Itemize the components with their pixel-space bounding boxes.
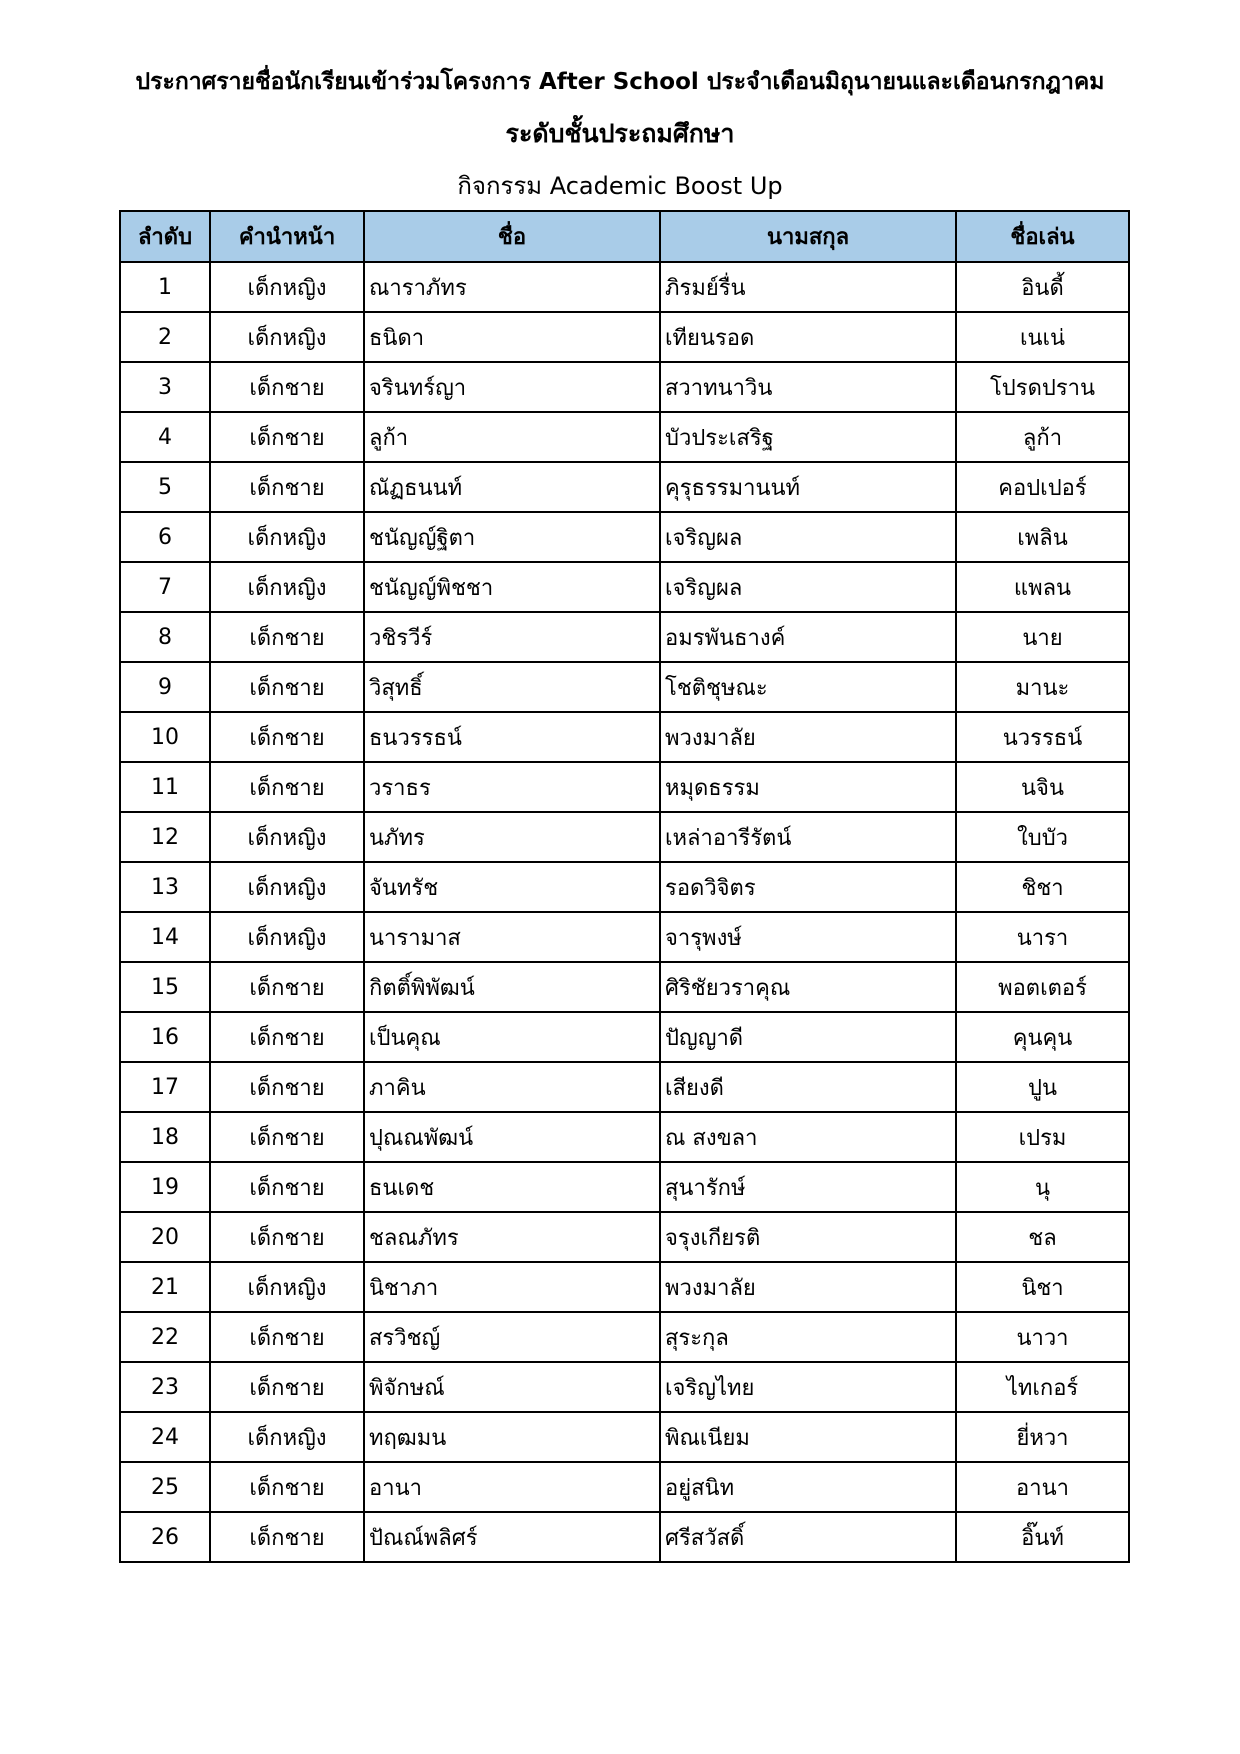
table-row [120,1062,1129,1112]
cell-number: 1 [120,262,210,312]
cell-nickname: นจิน [956,762,1129,812]
cell-nickname: อินดี้ [956,262,1129,312]
cell-number: 20 [120,1212,210,1262]
cell-last-name: เทียนรอด [660,312,956,362]
table-row [120,1162,1129,1212]
student-roster-table [119,210,1130,1563]
column-header-first-name: ชื่อ [364,211,660,262]
cell-prefix: เด็กชาย [210,1112,364,1162]
table-row [120,912,1129,962]
table-row [120,612,1129,662]
cell-number: 8 [120,612,210,662]
cell-number: 11 [120,762,210,812]
cell-number: 14 [120,912,210,962]
cell-number: 7 [120,562,210,612]
cell-number: 22 [120,1312,210,1362]
cell-first-name: ชนัญญ์ฐิตา [364,512,660,562]
cell-last-name: เจริญไทย [660,1362,956,1412]
cell-number: 5 [120,462,210,512]
table-row [120,662,1129,712]
cell-last-name: เจริญผล [660,562,956,612]
document-title: ประกาศรายชื่อนักเรียนเข้าร่วมโครงการ After School ประจำเดือนมิถุนายนและเดือนกรกฎาคม [135,69,1105,95]
cell-prefix: เด็กหญิง [210,512,364,562]
cell-nickname: คอปเปอร์ [956,462,1129,512]
cell-prefix: เด็กชาย [210,1462,364,1512]
column-header-nickname: ชื่อเล่น [956,211,1129,262]
cell-prefix: เด็กชาย [210,1362,364,1412]
cell-nickname: เนเน่ [956,312,1129,362]
table-row [120,262,1129,312]
cell-number: 23 [120,1362,210,1412]
cell-nickname: นาย [956,612,1129,662]
cell-prefix: เด็กชาย [210,1212,364,1262]
cell-first-name: จันทรัช [364,862,660,912]
cell-last-name: จารุพงษ์ [660,912,956,962]
cell-prefix: เด็กชาย [210,662,364,712]
cell-number: 4 [120,412,210,462]
cell-number: 16 [120,1012,210,1062]
cell-first-name: ธนวรรธน์ [364,712,660,762]
cell-last-name: พวงมาลัย [660,712,956,762]
cell-nickname: เพลิน [956,512,1129,562]
cell-first-name: วราธร [364,762,660,812]
cell-nickname: นิชา [956,1262,1129,1312]
cell-nickname: ไทเกอร์ [956,1362,1129,1412]
table-row [120,1412,1129,1462]
cell-nickname: ชล [956,1212,1129,1262]
cell-number: 2 [120,312,210,362]
cell-first-name: วิสุทธิ์ [364,662,660,712]
table-row [120,512,1129,562]
cell-first-name: เป็นคุณ [364,1012,660,1062]
document-subtitle-level: ระดับชั้นประถมศึกษา [505,119,735,148]
cell-prefix: เด็กชาย [210,612,364,662]
cell-last-name: ณ สงขลา [660,1112,956,1162]
cell-nickname: ปูน [956,1062,1129,1112]
cell-prefix: เด็กหญิง [210,1412,364,1462]
table-row [120,862,1129,912]
cell-prefix: เด็กหญิง [210,862,364,912]
cell-last-name: สุระกุล [660,1312,956,1362]
column-header-last-name: นามสกุล [660,211,956,262]
cell-prefix: เด็กหญิง [210,262,364,312]
cell-nickname: แพลน [956,562,1129,612]
cell-last-name: จรุงเกียรติ [660,1212,956,1262]
cell-nickname: ลูก้า [956,412,1129,462]
cell-first-name: นภัทร [364,812,660,862]
cell-last-name: เหล่าอารีรัตน์ [660,812,956,862]
cell-number: 10 [120,712,210,762]
column-header-number: ลำดับ [120,211,210,262]
cell-number: 9 [120,662,210,712]
document-subtitle-activity: กิจกรรม Academic Boost Up [457,172,783,200]
cell-first-name: ลูก้า [364,412,660,462]
cell-nickname: นาวา [956,1312,1129,1362]
table-row [120,1512,1129,1562]
cell-nickname: นุ [956,1162,1129,1212]
table-row [120,1262,1129,1312]
cell-first-name: กิตติ์พิพัฒน์ [364,962,660,1012]
column-header-prefix: คำนำหน้า [210,211,364,262]
cell-last-name: พวงมาลัย [660,1262,956,1312]
cell-last-name: คุรุธรรมานนท์ [660,462,956,512]
cell-number: 3 [120,362,210,412]
cell-prefix: เด็กชาย [210,762,364,812]
cell-first-name: ธนิดา [364,312,660,362]
cell-first-name: จรินทร์ญา [364,362,660,412]
cell-prefix: เด็กหญิง [210,812,364,862]
cell-number: 12 [120,812,210,862]
cell-nickname: อานา [956,1462,1129,1512]
cell-first-name: วชิรวีร์ [364,612,660,662]
table-row [120,1312,1129,1362]
cell-last-name: เจริญผล [660,512,956,562]
cell-first-name: ณัฏธนนท์ [364,462,660,512]
table-header [120,211,1129,262]
table-row [120,712,1129,762]
cell-last-name: อมรพันธางค์ [660,612,956,662]
cell-last-name: ศรีสวัสดิ์ [660,1512,956,1562]
cell-prefix: เด็กชาย [210,1312,364,1362]
cell-last-name: อยู่สนิท [660,1462,956,1512]
cell-last-name: สวาทนาวิน [660,362,956,412]
cell-prefix: เด็กหญิง [210,1262,364,1312]
table-row [120,1462,1129,1512]
cell-nickname: เปรม [956,1112,1129,1162]
cell-last-name: สุนารักษ์ [660,1162,956,1212]
cell-first-name: ปุณณพัฒน์ [364,1112,660,1162]
header-row [120,211,1129,262]
cell-number: 26 [120,1512,210,1562]
cell-prefix: เด็กชาย [210,1512,364,1562]
cell-nickname: อิ๊นท์ [956,1512,1129,1562]
cell-nickname: มานะ [956,662,1129,712]
table-row [120,1112,1129,1162]
cell-prefix: เด็กชาย [210,1012,364,1062]
cell-nickname: คุนคุน [956,1012,1129,1062]
table-row [120,812,1129,862]
table-row [120,562,1129,612]
cell-nickname: ใบบัว [956,812,1129,862]
cell-last-name: เสียงดี [660,1062,956,1112]
cell-prefix: เด็กชาย [210,362,364,412]
table-row [120,962,1129,1012]
cell-first-name: ภาคิน [364,1062,660,1112]
cell-number: 13 [120,862,210,912]
table-row [120,312,1129,362]
cell-first-name: นิชาภา [364,1262,660,1312]
cell-first-name: ทฤฒมน [364,1412,660,1462]
cell-number: 25 [120,1462,210,1512]
cell-last-name: ปัญญาดี [660,1012,956,1062]
cell-first-name: สรวิชญ์ [364,1312,660,1362]
cell-number: 19 [120,1162,210,1212]
cell-prefix: เด็กหญิง [210,562,364,612]
cell-first-name: พิจักษณ์ [364,1362,660,1412]
cell-prefix: เด็กหญิง [210,312,364,362]
cell-prefix: เด็กชาย [210,962,364,1012]
cell-nickname: พอตเตอร์ [956,962,1129,1012]
cell-nickname: นวรรธน์ [956,712,1129,762]
cell-prefix: เด็กชาย [210,412,364,462]
cell-last-name: โชติชุษณะ [660,662,956,712]
cell-number: 15 [120,962,210,1012]
cell-last-name: บัวประเสริฐ [660,412,956,462]
cell-number: 21 [120,1262,210,1312]
cell-number: 6 [120,512,210,562]
table-row [120,1212,1129,1262]
cell-last-name: รอดวิจิตร [660,862,956,912]
cell-last-name: ภิรมย์รื่น [660,262,956,312]
cell-number: 18 [120,1112,210,1162]
table-row [120,1362,1129,1412]
cell-last-name: ศิริชัยวราคุณ [660,962,956,1012]
table-body [120,262,1129,1562]
cell-prefix: เด็กชาย [210,1162,364,1212]
cell-last-name: หมุดธรรม [660,762,956,812]
cell-first-name: ปัณณ์พลิศร์ [364,1512,660,1562]
cell-prefix: เด็กชาย [210,712,364,762]
table-row [120,762,1129,812]
cell-first-name: ธนเดช [364,1162,660,1212]
cell-last-name: พิณเนียม [660,1412,956,1462]
cell-nickname: นารา [956,912,1129,962]
cell-number: 17 [120,1062,210,1112]
table-row [120,362,1129,412]
table-row [120,412,1129,462]
cell-nickname: โปรดปราน [956,362,1129,412]
cell-nickname: ยี่หวา [956,1412,1129,1462]
cell-prefix: เด็กชาย [210,1062,364,1112]
cell-first-name: ณาราภัทร [364,262,660,312]
table-row [120,1012,1129,1062]
cell-first-name: ชลณภัทร [364,1212,660,1262]
cell-first-name: ชนัญญ์พิชชา [364,562,660,612]
cell-number: 24 [120,1412,210,1462]
cell-prefix: เด็กหญิง [210,912,364,962]
cell-prefix: เด็กชาย [210,462,364,512]
table-row [120,462,1129,512]
cell-nickname: ชิชา [956,862,1129,912]
cell-first-name: นารามาส [364,912,660,962]
cell-first-name: อานา [364,1462,660,1512]
